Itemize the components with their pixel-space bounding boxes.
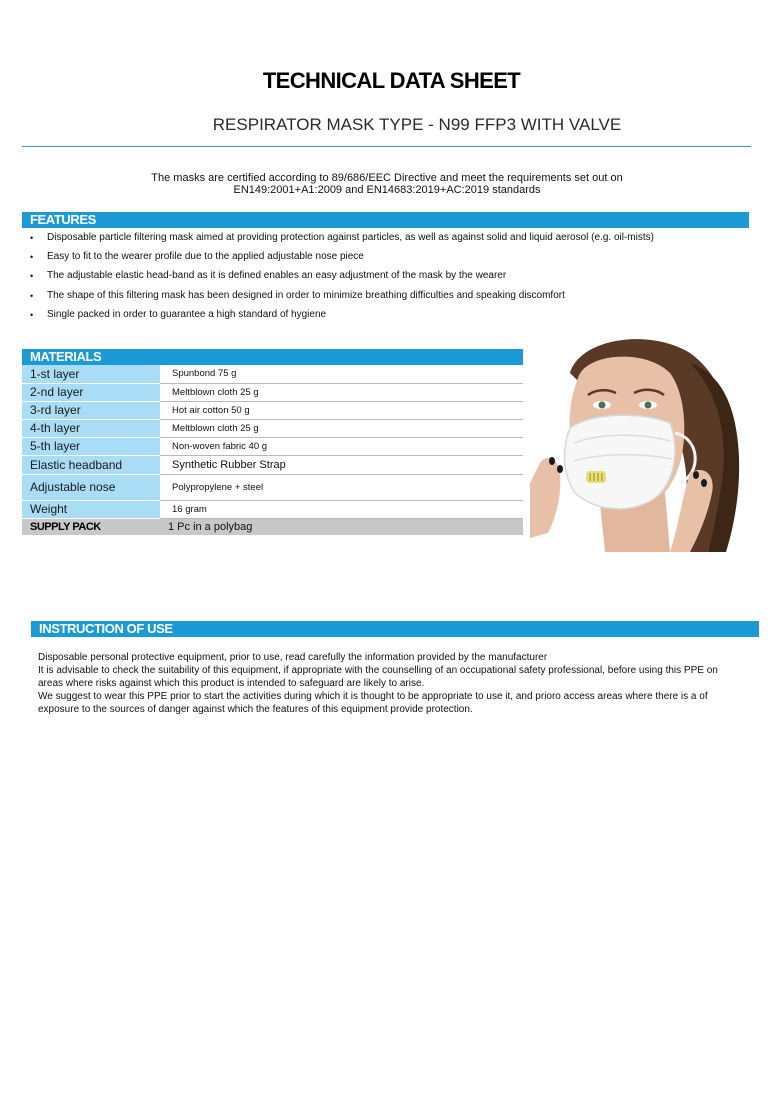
- instruction-paragraph-2b: areas where risks against which this product is intended to safeguard are likely to arise.: [38, 678, 425, 689]
- woman-wearing-mask-image: [530, 333, 747, 552]
- certification-line-2: EN149:2001+A1:2009 and EN14683:2019+AC:2019 standards: [233, 184, 541, 196]
- bullet-icon: •: [30, 233, 34, 243]
- product-photo: [530, 333, 747, 552]
- feature-text: The adjustable elastic head-band as it is defined enables an easy adjustment of the mask by the wearer: [47, 270, 507, 282]
- table-row: [22, 401, 523, 419]
- bullet-icon: •: [30, 290, 34, 301]
- instruction-paragraph-3b: exposure to the sources of danger against which the features of this equipment provide protection.: [38, 704, 473, 715]
- materials-heading: MATERIALS: [22, 349, 523, 365]
- header-divider: [22, 146, 751, 147]
- document-title: TECHNICAL DATA SHEET: [262, 68, 521, 93]
- table-row: [22, 365, 523, 383]
- material-value: 1 Pc in a polybag: [160, 518, 523, 535]
- instruction-paragraph-1: Disposable personal protective equipment, prior to use, read carefully the information provided by the manufacturer: [38, 652, 548, 663]
- material-label: 3-rd layer: [22, 401, 160, 419]
- features-list: [30, 231, 750, 327]
- material-label: 4-th layer: [22, 419, 160, 437]
- material-label: SUPPLY PACK: [22, 518, 160, 535]
- feature-item: [30, 289, 750, 308]
- material-value: Non-woven fabric 40 g: [160, 437, 523, 455]
- table-row: [22, 455, 523, 474]
- table-row: [22, 474, 523, 500]
- feature-item: [30, 231, 750, 250]
- feature-item: [30, 308, 750, 327]
- material-label: 5-th layer: [22, 437, 160, 455]
- table-row: [22, 437, 523, 455]
- instruction-paragraph-3a: We suggest to wear this PPE prior to start the activities during which it is thought to be appropriate to use it, and prioro access areas where there is a of: [38, 691, 708, 702]
- material-value: Meltblown cloth 25 g: [160, 383, 523, 401]
- bullet-icon: •: [30, 271, 34, 282]
- instructions-text: [38, 651, 768, 716]
- material-value: Synthetic Rubber Strap: [160, 455, 523, 474]
- document-subtitle: RESPIRATOR MASK TYPE - N99 FFP3 WITH VALVE: [212, 115, 622, 134]
- bullet-icon: •: [30, 309, 34, 320]
- feature-text: Disposable particle filtering mask aimed at providing protection against particles, as well as against solid and liquid aerosol (e.g. oil-mists): [47, 232, 654, 243]
- material-value: Hot air cotton 50 g: [160, 401, 523, 419]
- materials-table: [22, 365, 523, 535]
- certification-line-1: The masks are certified according to 89/686/EEC Directive and meet the requirements set out on: [151, 172, 623, 184]
- bullet-icon: •: [30, 252, 34, 263]
- material-value: Meltblown cloth 25 g: [160, 419, 523, 437]
- feature-text: Easy to fit to the wearer profile due to the applied adjustable nose piece: [47, 251, 364, 263]
- material-value: Spunbond 75 g: [160, 365, 523, 383]
- feature-item: [30, 269, 750, 288]
- table-row: [22, 518, 523, 535]
- table-row: [22, 500, 523, 518]
- material-label: Elastic headband: [22, 455, 160, 474]
- features-heading: FEATURES: [22, 212, 749, 228]
- feature-text: The shape of this filtering mask has been designed in order to minimize breathing difficulties and speaking discomfort: [47, 289, 565, 301]
- material-value: Polypropylene + steel: [160, 474, 523, 500]
- material-label: 1-st layer: [22, 365, 160, 383]
- certification-statement: [0, 172, 774, 196]
- table-row: [22, 383, 523, 401]
- table-row: [22, 419, 523, 437]
- instruction-paragraph-2a: It is advisable to check the suitability of this equipment, if appropriate with the counselling of an occupational safety professional, before using this PPE on: [38, 665, 718, 676]
- feature-text: Single packed in order to guarantee a high standard of hygiene: [47, 308, 327, 320]
- material-value: 16 gram: [160, 500, 523, 518]
- instruction-heading: INSTRUCTION OF USE: [31, 621, 759, 637]
- material-label: Weight: [22, 500, 160, 518]
- material-label: Adjustable nose: [22, 474, 160, 500]
- feature-item: [30, 250, 750, 269]
- material-label: 2-nd layer: [22, 383, 160, 401]
